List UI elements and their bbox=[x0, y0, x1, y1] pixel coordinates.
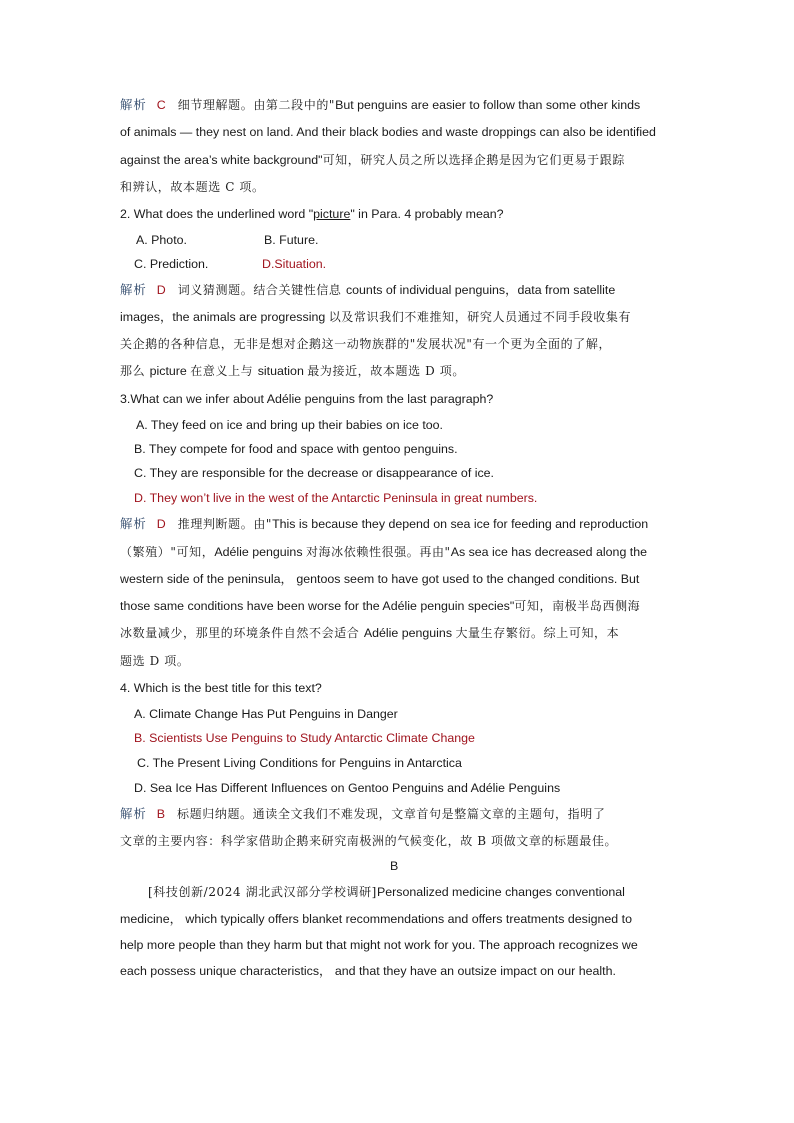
answer-letter: C bbox=[156, 98, 166, 112]
passage-line-2: medicine， which typically offers blanket recommendations and offers treatments designed to bbox=[120, 912, 632, 926]
q2-options-row-2 bbox=[134, 256, 326, 272]
q3-option-a: A. They feed on ice and bring up their babies on ice too. bbox=[136, 418, 443, 432]
source-tag: [科技创新/2024 湖北武汉部分学校调研] bbox=[148, 885, 377, 899]
answer-letter: B bbox=[156, 807, 166, 821]
passage-line-1: [科技创新/2024 湖北武汉部分学校调研]Personalized medicine changes conventional bbox=[148, 885, 625, 899]
q3-analysis-line-6: 题选 D 项。 bbox=[120, 654, 190, 668]
q2-stem: 2. What does the underlined word "picture" in Para. 4 probably mean? bbox=[120, 207, 504, 221]
analysis-label: 解析 bbox=[120, 806, 147, 821]
section-heading: B bbox=[390, 859, 399, 873]
q1-analysis-line-1: 解析 C 细节理解题。由第二段中的"But penguins are easier to follow than some other kinds bbox=[120, 97, 641, 112]
option-c: C. Prediction. bbox=[134, 257, 209, 271]
q2-analysis-line-3: 关企鹅的各种信息，无非是想对企鹅这一动物族群的"发展状况"有一个更为全面的了解， bbox=[120, 337, 612, 351]
q2-analysis-line-4: 那么 picture 在意义上与 situation 最为接近，故本题选 D 项。 bbox=[120, 364, 465, 378]
passage-line-4: each possess unique characteristics， and that they have an outsize impact on our health. bbox=[120, 964, 616, 978]
analysis-label: 解析 bbox=[120, 97, 147, 112]
option-b: B. Future. bbox=[264, 233, 319, 247]
q3-option-b: B. They compete for food and space with gentoo penguins. bbox=[134, 442, 458, 456]
q4-option-c: C. The Present Living Conditions for Penguins in Antarctica bbox=[137, 756, 462, 770]
q3-analysis-line-5: 冰数量减少，那里的环境条件自然不会适合 Adélie penguins 大量生存繁衍。综上可知，本 bbox=[120, 626, 620, 640]
q4-option-a: A. Climate Change Has Put Penguins in Danger bbox=[134, 707, 398, 721]
q4-analysis-line-2: 文章的主要内容：科学家借助企鹅来研究南极洲的气候变化，故 B 项做文章的标题最佳。 bbox=[120, 834, 618, 848]
q4-option-b: B. Scientists Use Penguins to Study Antarctic Climate Change bbox=[134, 731, 475, 745]
q2-analysis-line-1: 解析 D 词义猜测题。结合关键性信息 counts of individual penguins，data from satellite bbox=[120, 282, 616, 297]
answer-letter: D bbox=[156, 517, 166, 531]
answer-letter: D bbox=[156, 283, 166, 297]
q2-options-row-1 bbox=[136, 232, 318, 248]
underlined-word: picture bbox=[313, 207, 351, 221]
q4-stem: 4. Which is the best title for this text? bbox=[120, 681, 322, 695]
q1-analysis-line-2: of animals — they nest on land. And their black bodies and waste droppings can also be identified bbox=[120, 125, 656, 139]
q3-analysis-line-4: those same conditions have been worse for the Adélie penguin species"可知，南极半岛西侧海 bbox=[120, 599, 641, 613]
q4-analysis-line-1: 解析 B 标题归纳题。通读全文我们不难发现，文章首句是整篇文章的主题句，指明了 bbox=[120, 806, 606, 821]
q3-analysis-line-3: western side of the peninsula， gentoos seem to have got used to the changed conditions. But bbox=[120, 572, 640, 586]
q1-analysis-line-3: against the area’s white background"可知，研究人员之所以选择企鹅是因为它们更易于跟踪 bbox=[120, 153, 625, 167]
q3-option-c: C. They are responsible for the decrease or disappearance of ice. bbox=[134, 466, 494, 480]
option-d: D.Situation. bbox=[262, 257, 327, 271]
passage-line-3: help more people than they harm but that might not work for you. The approach recognizes we bbox=[120, 938, 638, 952]
q1-analysis-line-4: 和辨认，故本题选 C 项。 bbox=[120, 180, 265, 194]
analysis-label: 解析 bbox=[120, 282, 147, 297]
q2-analysis-line-2: images，the animals are progressing 以及常识我们不难推知，研究人员通过不同手段收集有 bbox=[120, 310, 632, 324]
q4-option-d: D. Sea Ice Has Different Influences on Gentoo Penguins and Adélie Penguins bbox=[134, 781, 561, 795]
q3-option-d: D. They won’t live in the west of the Antarctic Peninsula in great numbers. bbox=[134, 491, 538, 505]
q3-stem: 3.What can we infer about Adélie penguins from the last paragraph? bbox=[120, 392, 494, 406]
q3-analysis-line-2: （繁殖）"可知，Adélie penguins 对海冰依赖性很强。再由"As sea ice has decreased along the bbox=[120, 545, 648, 559]
option-a: A. Photo. bbox=[136, 233, 187, 247]
q3-analysis-line-1: 解析 D 推理判断题。由"This is because they depend on sea ice for feeding and reproduction bbox=[120, 516, 649, 531]
analysis-label: 解析 bbox=[120, 516, 147, 531]
